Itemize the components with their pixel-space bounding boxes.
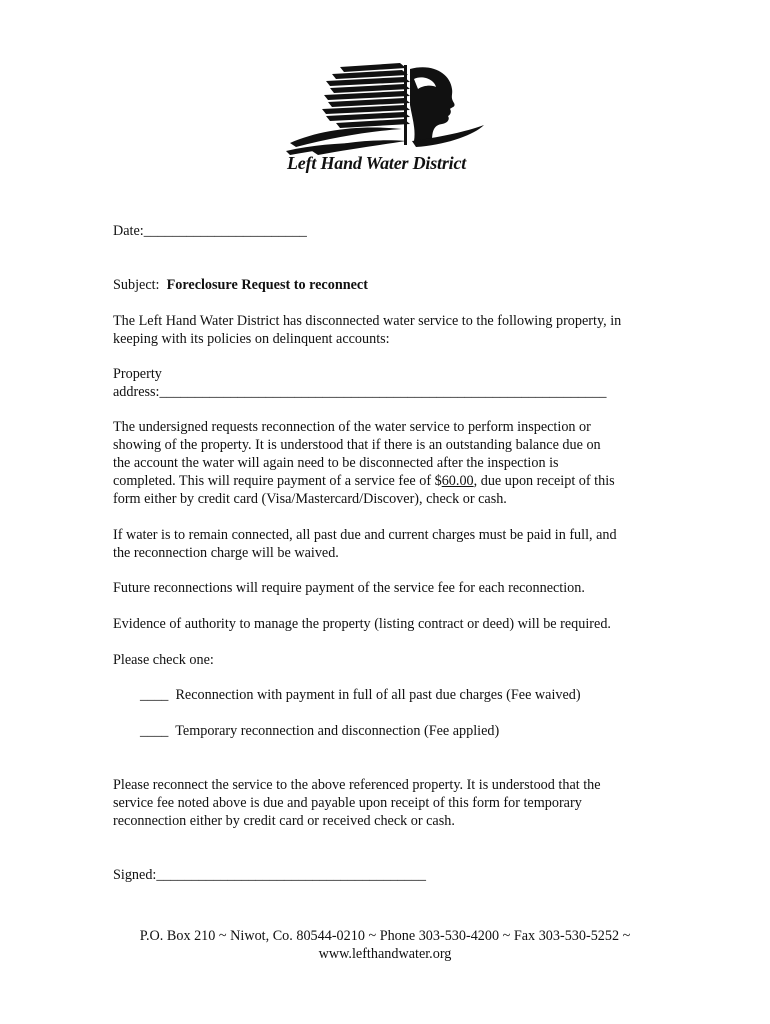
para1-line-4	[113, 472, 615, 490]
para5-line-3: reconnection either by credit card or received check or cash.	[113, 813, 455, 829]
check-prompt: Please check one:	[113, 652, 214, 668]
date-line	[113, 222, 307, 240]
signed-label: Signed:	[113, 867, 157, 883]
intro-line-1: The Left Hand Water District has disconnected water service to the following property, in	[113, 313, 622, 329]
property-address-field[interactable]: _______________________________________________________________	[159, 384, 607, 400]
signature-field[interactable]: ______________________________________	[156, 867, 426, 883]
para1-line-1: The undersigned requests reconnection of the water service to perform inspection or	[113, 419, 591, 435]
option-2-checkbox[interactable]: ____	[140, 723, 169, 739]
footer-website: www.lefthandwater.org	[318, 946, 452, 962]
para2-line-2: the reconnection charge will be waived.	[113, 545, 339, 561]
date-field[interactable]: _______________________	[143, 223, 307, 239]
para3: Future reconnections will require payment of the service fee for each reconnection.	[113, 580, 585, 596]
para4: Evidence of authority to manage the property (listing contract or deed) will be required.	[113, 616, 611, 632]
option-2	[140, 722, 499, 740]
para1-line-5: form either by credit card (Visa/Mastercard/Discover), check or cash.	[113, 491, 507, 507]
organization-name: Left Hand Water District	[287, 153, 467, 173]
subject-line	[113, 276, 368, 294]
para1-line-4-after: , due upon receipt of this	[473, 473, 615, 489]
property-address-line	[113, 383, 606, 401]
para1-line-2: showing of the property. It is understood that if there is an outstanding balance due on	[113, 437, 601, 453]
option-1-checkbox[interactable]: ____	[140, 687, 169, 703]
property-label: Property	[113, 366, 162, 382]
para2-line-1: If water is to remain connected, all past due and current charges must be paid in full, and	[113, 527, 617, 543]
subject-value: Foreclosure Request to reconnect	[166, 277, 368, 293]
para5-line-1: Please reconnect the service to the above referenced property. It is understood that the	[113, 777, 601, 793]
intro-line-2: keeping with its policies on delinquent accounts:	[113, 331, 390, 347]
para1-line-4-before: completed. This will require payment of a service fee of $	[113, 473, 442, 489]
subject-label: Subject:	[113, 277, 160, 293]
footer-address: P.O. Box 210 ~ Niwot, Co. 80544-0210 ~ Phone 303-530-4200 ~ Fax 303-530-5252 ~	[139, 928, 631, 944]
date-label: Date:	[113, 223, 144, 239]
option-1-label: Reconnection with payment in full of all past due charges (Fee waived)	[175, 687, 581, 703]
service-fee-amount: 60.00	[441, 473, 474, 489]
property-address-label: address:	[113, 384, 160, 400]
para1-line-3: the account the water will again need to be disconnected after the inspection is	[113, 455, 559, 471]
para5-line-2: service fee noted above is due and payable upon receipt of this form for temporary	[113, 795, 582, 811]
signed-line	[113, 866, 426, 884]
option-2-label: Temporary reconnection and disconnection (Fee applied)	[175, 723, 500, 739]
option-1	[140, 686, 581, 704]
